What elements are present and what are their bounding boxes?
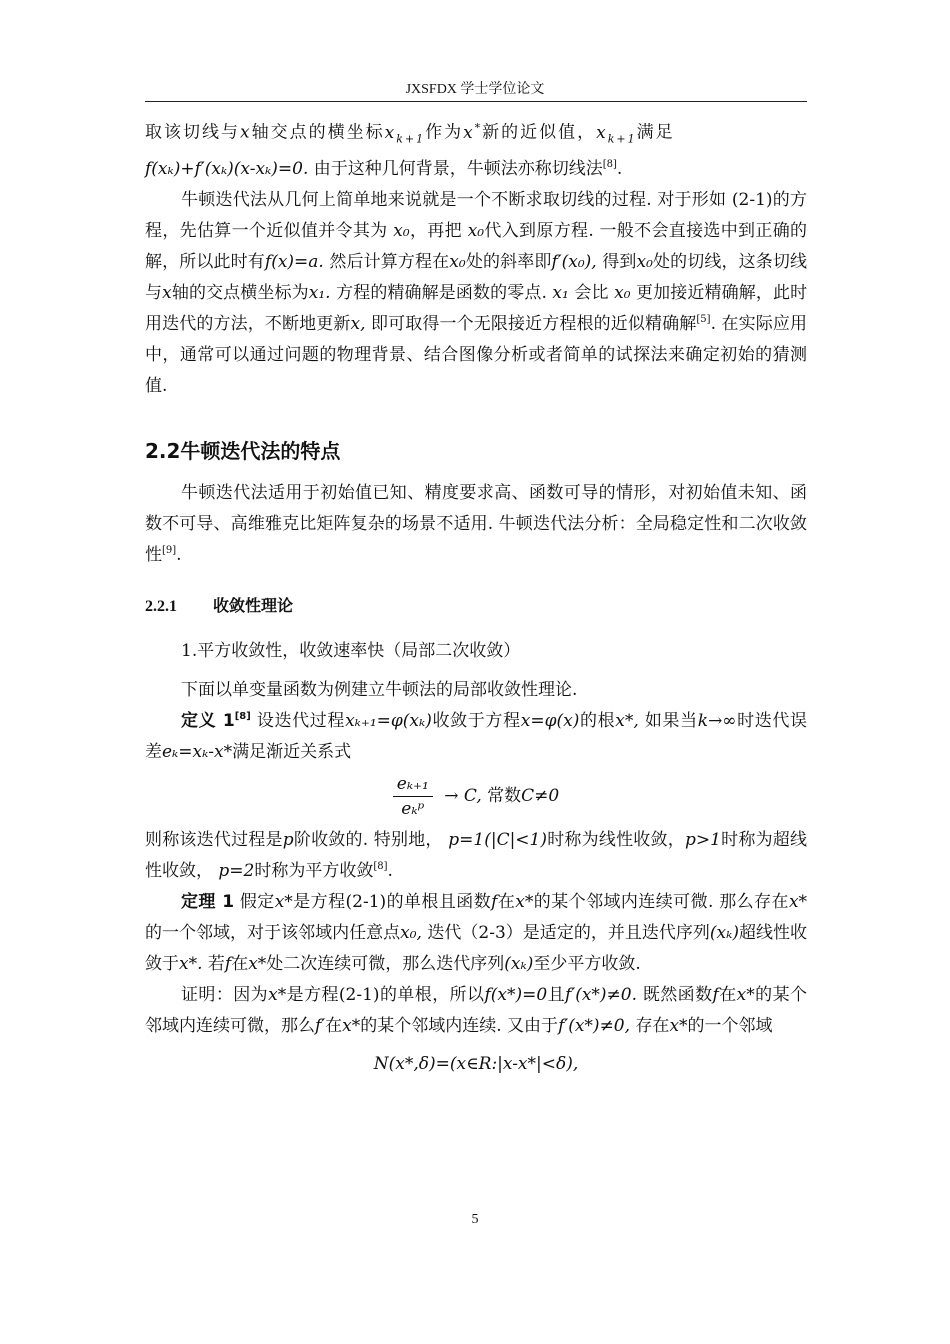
paragraph-tangent [145, 112, 807, 154]
equation-ref: (2-1) [731, 190, 773, 211]
section-title: 2.2牛顿迭代法的特点 [145, 439, 341, 464]
subsection-title [145, 593, 807, 620]
theorem-1: 定理 1 假定x*是方程(2-1)的单根且函数f在x*的某个邻域内连续可微. 那么存在x*的一个邻域，对于该邻域内任意点x₀, 迭代（2-3）是适定的，并且迭代序列(xₖ)超线性收敛于x*. 若f在x*处二次连续可微，那么迭代序列(xₖ)至少平方收敛. [145, 892, 808, 975]
text: 轴交点的横坐标 [251, 122, 385, 143]
text: 作为 [425, 122, 464, 143]
header-rule [145, 101, 807, 102]
paragraph-order: 则称该迭代过程是p阶收敛的. 特别地， p=1(|C|<1)时称为线性收敛，p>1时称为超线性收敛， p=2时称为平方收敛[8]. [145, 830, 808, 882]
proof: 证明：因为x*是方程(2-1)的单根，所以f(x*)=0且f′(x*)≠0. 既然函数f在x*的某个邻域内连续可微，那么f′在x*的某个邻域内连续. 又由于f′(x*)≠0, 存在x*的一个邻域 [145, 985, 808, 1037]
citation: [8] [234, 711, 251, 723]
citation: [8] [602, 159, 617, 171]
math-var: $x_{k+1}$ [596, 122, 637, 146]
text: 由于这种几何背景，牛顿法亦称切线法 [313, 159, 603, 180]
display-equation-neighborhood: N(x*,δ)=(x∈R:|x-x*|<δ), [373, 1054, 579, 1075]
paragraph-newton-geometry: 牛顿迭代法从几何上简单地来说就是一个不断求取切线的过程. 对于形如 (2-1)的方程，先估算一个近似值并令其为 x₀，再把 x₀代入到原方程. 一般不会直接选中到正确的解，所以此时有f(x)=a. 然后计算方程在x₀处的斜率即f′(x₀), 得到x₀处的切线，这条切线与x轴的交点横坐标为x₁. 方程的精确解是函数的零点. x₁ 会比 x₀ 更加接近精确解，此时用迭代的方法，不断地更新x, 即可取得一个无限接近方程根的近似精确解[5]. 在实际应用中，通常可以通过问题的物理背景、结合图像分析或者简单的试探法来确定初始的猜测值. [145, 190, 808, 397]
math-var: $x_{k+1}$ [384, 122, 426, 146]
citation: [8] [373, 861, 388, 873]
definition-1: 定义 1[8] 设迭代过程xₖ₊₁=φ(xₖ)收敛于方程x=φ(x)的根x*, 如果当k→∞时迭代误差eₖ=xₖ-x*满足渐近关系式 [145, 711, 808, 763]
math-var: x* [463, 121, 483, 143]
display-equation-convergence: $\frac{\text{eₖ₊₁}}{\text{eₖᵖ}}$ → C, 常数C≠0 [145, 774, 807, 819]
page-body [145, 112, 807, 1080]
citation: [5] [696, 314, 711, 326]
paragraph-intro: 下面以单变量函数为例建立牛顿法的局部收敛性理论. [181, 680, 578, 701]
text: 满足 [636, 122, 675, 143]
theorem-label: 定理 1 [181, 892, 235, 913]
text: 新的近似值， [482, 122, 597, 143]
fraction: $\frac{\text{eₖ₊₁}}{\text{eₖᵖ}}$ [393, 774, 433, 819]
list-item: 1.平方收敛性，收敛速率快（局部二次收敛） [181, 641, 521, 662]
page-number: 5 [471, 1212, 479, 1227]
running-header: JXSFDX 学士学位论文 [405, 82, 545, 97]
citation: [9] [162, 545, 177, 557]
subsection-label: 收敛性理论 [213, 596, 294, 616]
subsection-number: 2.2.1 [145, 598, 177, 616]
paragraph-features: 牛顿迭代法适用于初始值已知、精度要求高、函数可导的情形，对初始值未知、函数不可导、高维雅克比矩阵复杂的场景不适用. 牛顿迭代法分析：全局稳定性和二次收敛性[9]. [145, 483, 807, 566]
equation-inline: f(xₖ)+f′(xₖ)(x-xₖ)=0. [145, 159, 309, 180]
paragraph-tangent-cont: f(xₖ)+f′(xₖ)(x-xₖ)=0. 由于这种几何背景，牛顿法亦称切线法[8]. [145, 159, 623, 180]
text: 取该切线与 [145, 122, 240, 143]
math-var: x [240, 122, 252, 143]
definition-label: 定义 1 [181, 711, 235, 732]
